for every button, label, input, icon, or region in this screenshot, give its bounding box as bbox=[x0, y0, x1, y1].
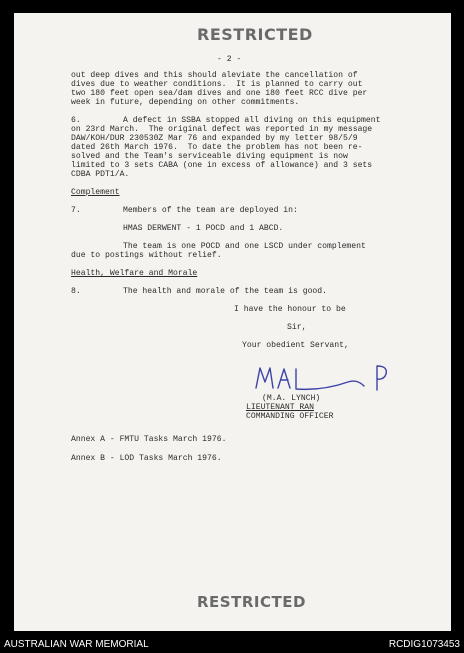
footer-record-id: RCDIG1073453 bbox=[388, 639, 460, 650]
handwritten-signature bbox=[252, 360, 392, 394]
annex-b: Annex B - LOD Tasks March 1976. bbox=[71, 454, 222, 463]
heading-health: Health, Welfare and Morale bbox=[71, 269, 198, 278]
closing-servant: Your obedient Servant, bbox=[242, 341, 349, 350]
page-number: - 2 - bbox=[217, 55, 242, 64]
document-page: RESTRICTED - 2 - out deep dives and this should aleviate the cancellation of dives due to weather conditions. It is planned to carry out two 180 feet open sea/dam dives and one 180 feet RCC dive per week in future, depending on other commitments. 6. A defect in SSBA stopped all diving on this equipment on 23rd March. The original defect was reported in my message DAW/KOH/DUR 230530Z Mar 76 and expanded by my letter 98/5/9 dated 26th March 1976. To date the problem has not been re- solved and the Team's serviceable diving equipment is now limited to 3 sets CABA (one in excess of allowance) and 3 sets CDBA PDT1/A. Complement 7. Members of the team are deployed in: HMAS DERWENT - 1 POCD and 1 ABCD. The team is one POCD and one LSCD under complement due to postings without relief. Health, Welfare and Morale 8. The health and morale of the team is good. I have the honour to be Sir, Your obedient Servant, (M.A. LYNCH) LIEUTENANT RAN COMMANDING OFFICER Annex A - FMTU Tasks March 1976. Annex B - LOD Tasks March 1976. RESTRICTED bbox=[14, 13, 451, 631]
closing-honour: I have the honour to be bbox=[234, 305, 346, 314]
signatory-rank: LIEUTENANT RAN bbox=[246, 403, 314, 412]
signatory-title: COMMANDING OFFICER bbox=[246, 412, 334, 421]
classification-stamp-bottom: RESTRICTED bbox=[197, 593, 306, 611]
closing-sir: Sir, bbox=[287, 323, 307, 332]
annex-a: Annex A - FMTU Tasks March 1976. bbox=[71, 435, 227, 444]
archive-footer bbox=[0, 635, 464, 653]
classification-stamp-top: RESTRICTED bbox=[197, 25, 313, 44]
signatory-name: (M.A. LYNCH) bbox=[262, 394, 321, 403]
heading-complement: Complement bbox=[71, 188, 120, 197]
footer-source: AUSTRALIAN WAR MEMORIAL bbox=[4, 639, 149, 650]
